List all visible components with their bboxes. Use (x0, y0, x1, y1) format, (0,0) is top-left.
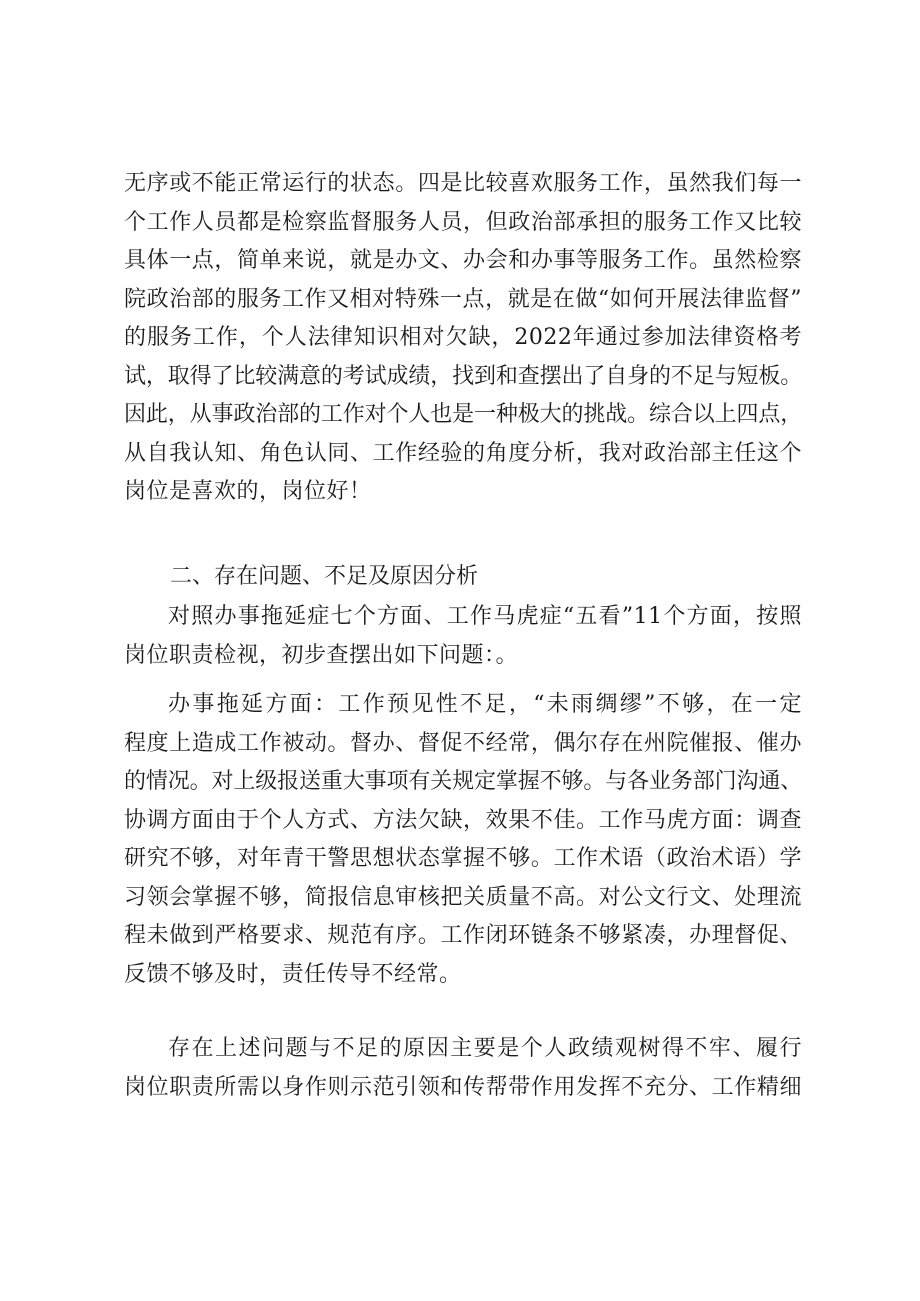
paragraph-line: 院政治部的服务工作又相对特殊一点，就是在做“如何开展法律监督” (124, 286, 802, 312)
paragraph-causes (124, 1030, 802, 1107)
paragraph-line: 因此，从事政治部的工作对个人也是一种极大的挑战。综合以上四点， (124, 402, 802, 427)
paragraph-line: 的情况。对上级报送重大事项有关规定掌握不够。与各业务部门沟通、 (124, 769, 802, 794)
paragraph-line: 研究不够，对年青干警思想状态掌握不够。工作术语（政治术语）学 (124, 846, 802, 871)
paragraph-line: 协调方面由于个人方式、方法欠缺，效果不佳。工作马虎方面：调查 (124, 807, 802, 833)
paragraph-line: 反馈不够及时，责任传导不经常。 (124, 961, 462, 987)
paragraph-line: 岗位职责检视，初步查摆出如下问题：。 (124, 642, 519, 668)
section-heading: 二、存在问题、不足及原因分析 (170, 564, 479, 589)
paragraph-line: 存在上述问题与不足的原因主要是个人政绩观树得不牢、履行 (168, 1036, 802, 1061)
paragraph-line: 个工作人员都是检察监督服务人员，但政治部承担的服务工作又比较 (124, 209, 802, 235)
paragraph-line: 试，取得了比较满意的考试成绩，找到和查摆出了自身的不足与短板。 (124, 363, 802, 389)
paragraph-continuation (124, 165, 802, 512)
paragraph-line: 岗位是喜欢的，岗位好！ (124, 479, 372, 504)
paragraph-line: 程度上造成工作被动。督办、督促不经常，偶尔存在州院催报、催办 (124, 730, 802, 756)
paragraph-line: 的服务工作，个人法律知识相对欠缺，2022年通过参加法律资格考 (124, 325, 802, 350)
paragraph-line: 程未做到严格要求、规范有序。工作闭环链条不够紧凑，办理督促、 (124, 923, 802, 948)
paragraph-line: 无序或不能正常运行的状态。四是比较喜欢服务工作，虽然我们每一 (124, 171, 802, 196)
paragraph-line: 对照办事拖延症七个方面、工作马虎症“五看”11个方面，按照 (168, 604, 802, 629)
paragraph-line: 具体一点，简单来说，就是办文、办会和办事等服务工作。虽然检察 (124, 248, 802, 273)
paragraph-line: 办事拖延方面：工作预见性不足，“未雨绸缪”不够，在一定 (168, 692, 802, 717)
paragraph-line: 习领会掌握不够，简报信息审核把关质量不高。对公文行文、处理流 (124, 884, 802, 910)
paragraph-line: 从自我认知、角色认同、工作经验的角度分析，我对政治部主任这个 (124, 440, 802, 466)
paragraph-line: 岗位职责所需以身作则示范引领和传帮带作用发挥不充分、工作精细 (124, 1074, 802, 1100)
paragraph-review-scope (124, 598, 802, 675)
paragraph-problems (124, 686, 802, 994)
